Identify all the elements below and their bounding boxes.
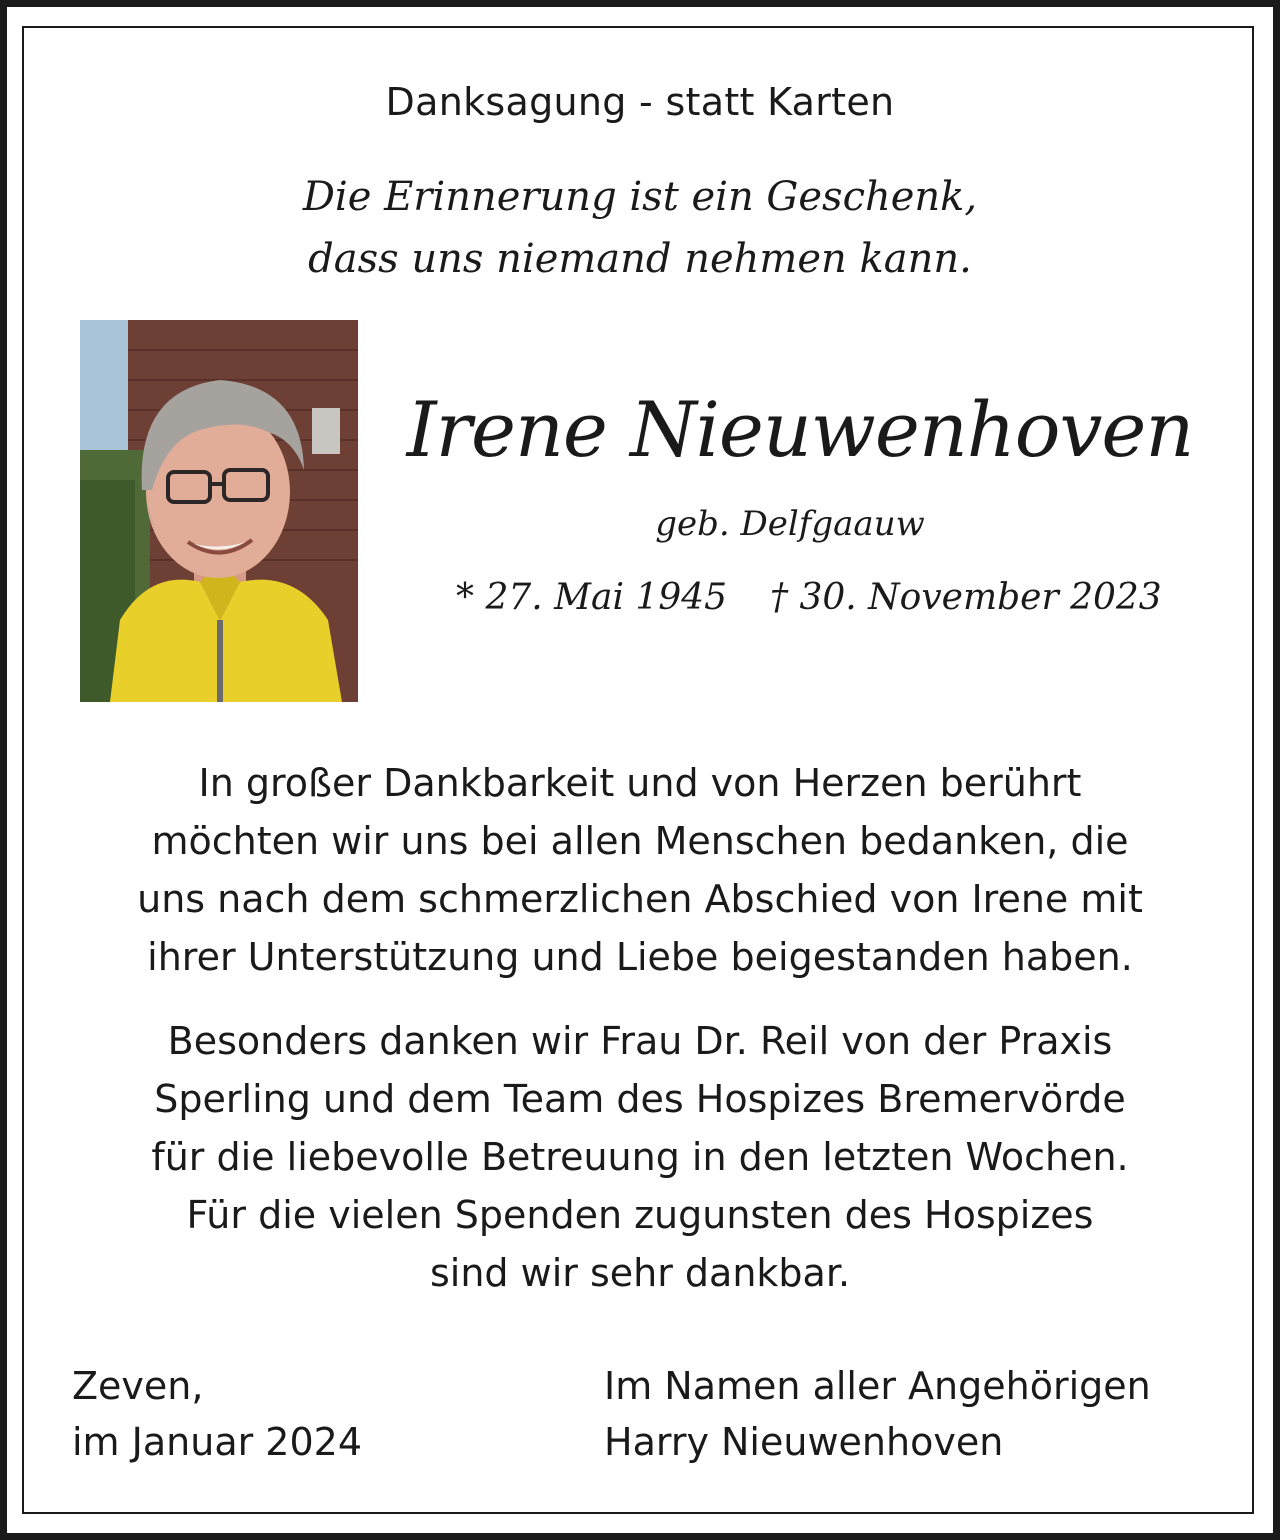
quote-line: dass uns niemand nehmen kann.	[308, 236, 972, 282]
paragraph-line: für die liebevolle Betreuung in den letzten Wochen.	[151, 1135, 1129, 1179]
thanks-paragraph	[40, 754, 1240, 986]
paragraph-line: sind wir sehr dankbar.	[429, 1251, 851, 1295]
heading: Danksagung - statt Karten	[385, 80, 895, 124]
paragraph-line: uns nach dem schmerzlichen Abschied von Irene mit	[137, 877, 1143, 921]
memorial-quote	[0, 166, 1280, 290]
death-date: † 30. November 2023	[770, 577, 1162, 618]
quote-line: Die Erinnerung ist ein Geschenk,	[302, 174, 978, 220]
date: im Januar 2024	[72, 1420, 363, 1464]
place: Zeven,	[72, 1364, 204, 1408]
signature-name: Harry Nieuwenhoven	[604, 1420, 1004, 1464]
paragraph-line: ihrer Unterstützung und Liebe beigestanden haben.	[147, 935, 1133, 979]
paragraph-line: In großer Dankbarkeit und von Herzen berührt	[198, 761, 1082, 805]
paragraph-line: möchten wir uns bei allen Menschen bedanken, die	[151, 819, 1129, 863]
deceased-name: Irene Nieuwenhoven	[406, 385, 1194, 474]
special-thanks-paragraph	[40, 1012, 1240, 1302]
paragraph-line: Für die vielen Spenden zugunsten des Hospizes	[186, 1193, 1094, 1237]
paragraph-line: Besonders danken wir Frau Dr. Reil von der Praxis	[167, 1019, 1113, 1063]
paragraph-line: Sperling und dem Team des Hospizes Bremervörde	[154, 1077, 1126, 1121]
signature-intro: Im Namen aller Angehörigen	[604, 1364, 1151, 1408]
maiden-name: geb. Delfgaauw	[655, 504, 925, 544]
signature-block	[604, 1358, 1151, 1470]
portrait-photo	[80, 320, 358, 702]
place-and-date	[72, 1358, 362, 1470]
birth-date: * 27. Mai 1945	[456, 577, 728, 618]
